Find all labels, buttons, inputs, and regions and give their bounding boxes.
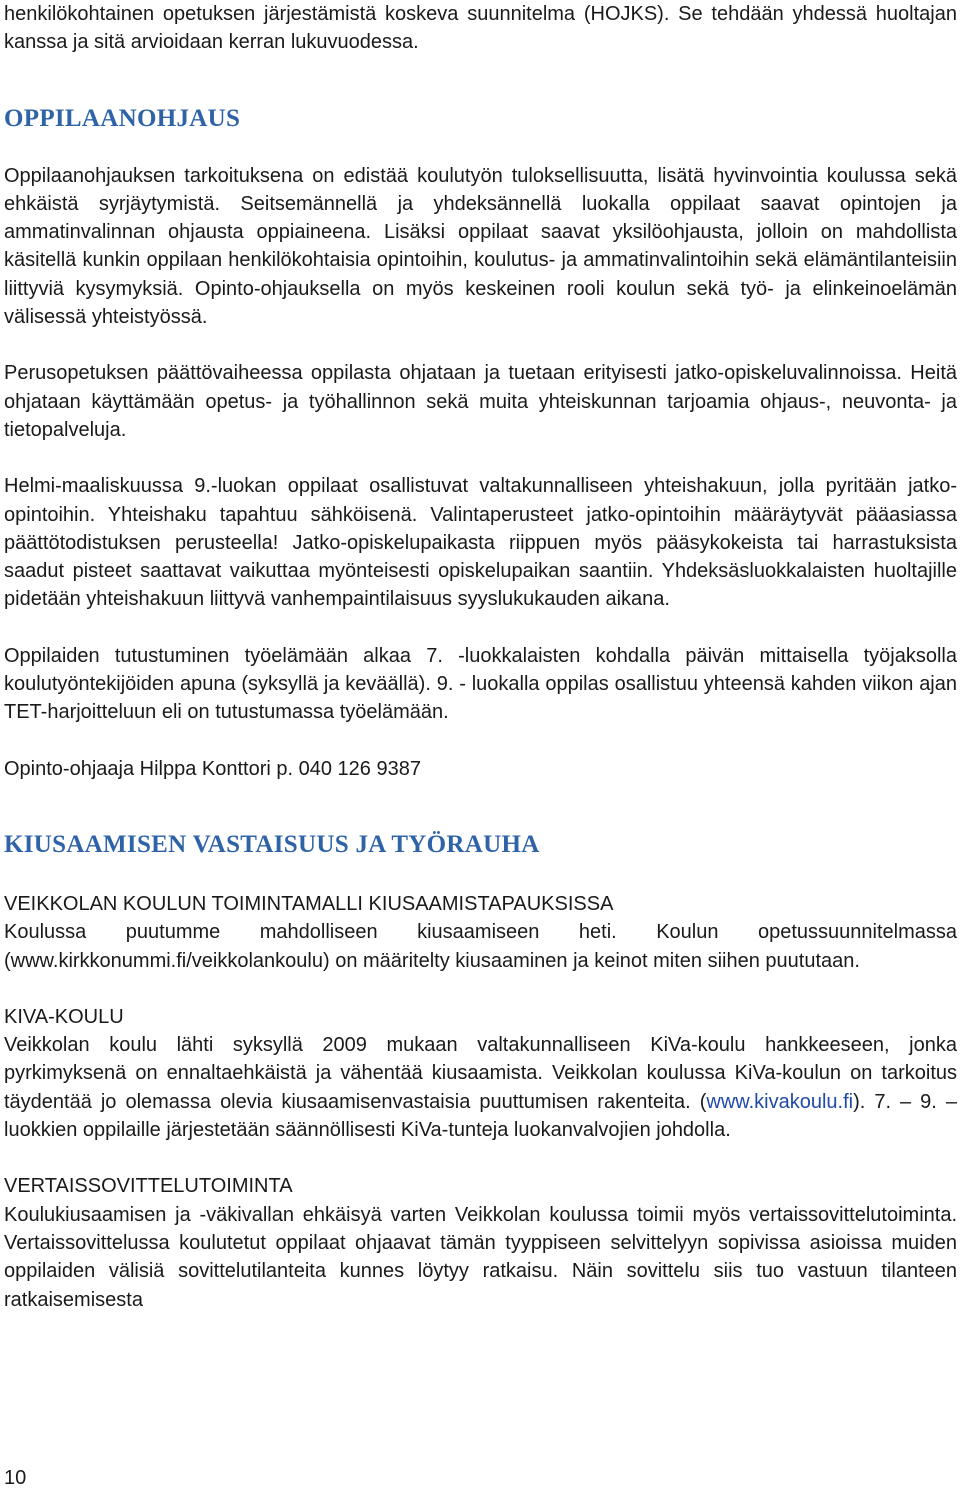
sovittelu-paragraph: Koulukiusaamisen ja -väkivallan ehkäisyä varten Veikkolan koulussa toimii myös vertaissovittelutoiminta. Vertaissovittelussa koulutetut oppilaat ohjaavat tämän tyyppiseen selvittelyyn sopivissa asioissa muiden oppilaiden välisiä sovittelutilanteita kunnes löytyy ratkaisu. Näin sovittelu siis tuo vastuun tilanteen ratkaisemisesta [4, 1203, 957, 1311]
contact-line: Opinto-ohjaaja Hilppa Konttori p. 040 126 9387 [4, 757, 421, 780]
kiva-text-before-link: Veikkolan koulu lähti syksyllä 2009 mukaan valtakunnalliseen KiVa-koulu hankkeeseen, jonka pyrkimyksenä on ennaltaehkäistä ja vähentää kiusaamista. Veikkolan koulussa KiVa-koulun on tarkoitus täydentää jo olemassa olevia kiusaamisenvastaisia puuttumisen rakenteita. ( [4, 1034, 957, 1113]
document-page [4, 0, 957, 1314]
intro-tail-paragraph: henkilökohtainen opetuksen järjestämistä koskeva suunnitelma (HOJKS). Se tehdään yhdessä huoltajan kanssa ja sitä arvioidaan kerran lukuvuodessa. [4, 3, 957, 54]
oppilaanohjaus-paragraph-3: Helmi-maaliskuussa 9.-luokan oppilaat osallistuvat valtakunnalliseen yhteishakuun, jolla pyritään jatko-opintoihin. Yhteishaku tapahtuu sähköisenä. Valintaperusteet jatko-opintoihin määräytyvät pääasiassa päättötodistuksen perusteella! Jatko-opiskelupaikasta riippuen myös pääsykokeista tai harrastuksista saadut pisteet saattavat vaikuttaa myönteisesti opiskelupaikan saantiin. Yhdeksäsluokkalaisten huoltajille pidetään yhteishakuun liittyvä vanhempaintilaisuus syyslukukauden aikana. [4, 475, 957, 611]
kivakoulu-link[interactable]: www.kivakoulu.fi [706, 1090, 854, 1113]
kiva-text-after-link: ). 7. – 9. – luokkien oppilaille järjestetään säännöllisesti KiVa-tunteja luokanvalvojien johdolla. [4, 1090, 957, 1142]
section-heading-kiusaaminen: KIUSAAMISEN VASTAISUUS JA TYÖRAUHA [4, 830, 540, 858]
toimintamalli-paragraph: Koulussa puutumme mahdolliseen kiusaamiseen heti. Koulun opetussuunnitelmassa (www.kirkkonummi.fi/veikkolankoulu) on määritelty kiusaaminen ja keinot miten siihen puututaan. [4, 921, 957, 972]
page-number: 10 [4, 1467, 27, 1489]
kiva-paragraph [4, 1031, 957, 1144]
subheading-toimintamalli: VEIKKOLAN KOULUN TOIMINTAMALLI KIUSAAMISTAPAUKSISSA [4, 892, 614, 915]
section-heading-oppilaanohjaus: OPPILAANOHJAUS [4, 104, 241, 132]
oppilaanohjaus-paragraph-2: Perusopetuksen päättövaiheessa oppilasta ohjataan ja tuetaan erityisesti jatko-opiskeluvalinnoissa. Heitä ohjataan käyttämään opetus- ja työhallinnon sekä muita yhteiskunnan tarjoamia ohjaus-, neuvonta- ja tietopalveluja. [4, 362, 957, 441]
oppilaanohjaus-paragraph-4: Oppilaiden tutustuminen työelämään alkaa 7. -luokkalaisten kohdalla päivän mittaisella työjaksolla koulutyöntekijöiden apuna (syksyllä ja keväällä). 9. - luokalla oppilas osallistuu yhteensä kahden viikon ajan TET-harjoitteluun eli on tutustumassa työelämään. [4, 644, 957, 724]
subheading-vertaissovittelu: VERTAISSOVITTELUTOIMINTA [4, 1175, 293, 1198]
oppilaanohjaus-paragraph-1: Oppilaanohjauksen tarkoituksena on edistää koulutyön tuloksellisuutta, lisätä hyvinvointia koulussa sekä ehkäistä syrjäytymistä. Seitsemännellä ja yhdeksännellä luokalla oppilaat saavat opintojen ja ammatinvalinnan ohjausta oppiaineena. Lisäksi oppilaat saavat yksilöohjausta, jolloin on mahdollista käsitellä kunkin oppilaan henkilökohtaisia opintoihin, koulutus- ja ammatinvalintoihin sekä elämäntilanteisiin liittyviä kysymyksiä. Opinto-ohjauksella on myös keskeinen rooli koulun sekä työ- ja elinkeinoelämän välisessä yhteistyössä. [4, 164, 957, 329]
subheading-kiva-koulu: KIVA-KOULU [4, 1005, 124, 1028]
